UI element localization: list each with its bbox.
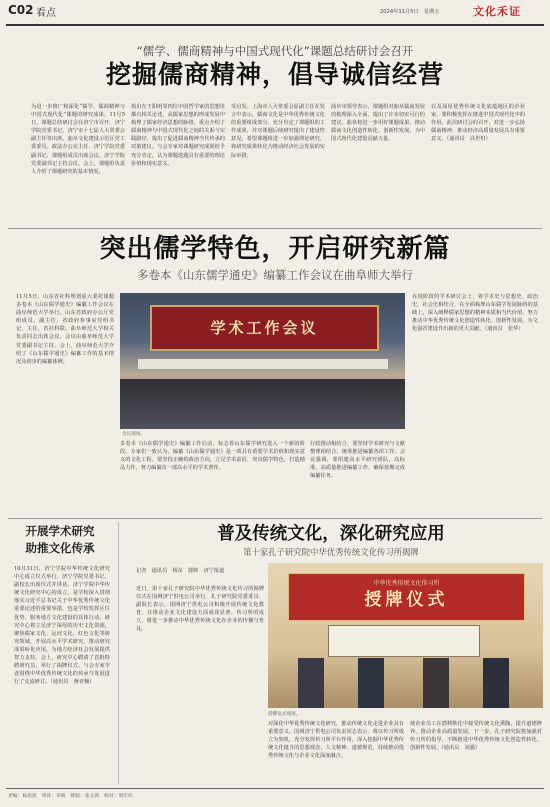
article2-column-2: 多卷本《山东儒学通史》编纂工作启动，标志着山东儒学研究进入一个新的阶段。专家们一致认为，编纂《山东儒学通史》是一项具有重要学术价值和现实意义的文化工程，要坚持正确的政治方向，立足学术前沿，突出儒学特色，打造精品力作，努力编纂出一部高水平的学术著作。: [120, 441, 305, 472]
footer-rule: [6, 788, 544, 789]
article1-title: 挖掘儒商精神，倡导诚信经营: [105, 60, 444, 89]
column-divider: [118, 522, 119, 784]
article2-column-1: 11月5日，山东省社科规划重大委托课题多卷本《山东儒学通史》编纂工作会议在曲阜师范大学举行。山东省政府办公厅党组成员、副主任，省政府参事室党组书记、主任，省社科联、曲阜师范大学相关负责同志出席会议。会议由曲阜师范大学党委副书记主持。会上，曲阜师范大学介绍了《山东儒学通史》编纂工作的基本情况及初步的编纂体例。: [16, 294, 114, 365]
newspaper-brand: 文化禾证: [473, 5, 521, 18]
page-footer: 责编：杨思思 审读：李萌 排版：张文新 校对：周宏伟: [8, 794, 133, 799]
article3-title-line2: 助推文化传承: [25, 541, 95, 555]
header-rule: [6, 24, 544, 26]
article4-column-1: 近日，第十家孔子研究院中华优秀传统文化传习所揭牌仪式在国网济宁供电公司举行。孔子研究院党委委员、副院长表示，国网济宁供电公司积极开展传统文化教育，在推动企业文化建设方面成效显著。传习所的成立，将进一步推动中华优秀传统文化在企业的传播与普及。: [136, 586, 264, 633]
ceremony-backdrop: [288, 573, 525, 621]
stage-backdrop: [150, 305, 379, 351]
article2-column-5: 在现阶段的学术研讨会上，将学术史与思想史、政治史、社会史相结合，在全面梳理山东儒学发展脉络的基础上，深入阐释儒家思想的精神实质和当代价值，努力推动中华优秀传统文化创造性转化、创新性发展，为文化强省建设作出新的更大贡献。（通讯员 张华）: [412, 294, 538, 333]
article4-credit: 记者 通讯员 杨东 郭帅 济宁报道: [136, 568, 225, 574]
person: [298, 658, 324, 708]
backdrop-subtext: 中华优秀传统文化传习所: [373, 580, 440, 587]
backdrop-text: 学术工作会议: [210, 319, 319, 337]
conference-photo: [120, 293, 405, 429]
issue-date: 2024年11月5日 星期五: [380, 9, 440, 15]
article4-title: 普及传统文化，深化研究应用: [217, 524, 445, 544]
section-name: 看点: [36, 8, 56, 19]
article3-body: 10月31日，济宁学院中华传统文化研究中心成立仪式举行。济宁学院党委书记、副校长出席仪式并讲话。济宁学院中华传统文化研究中心的成立，是学校深入贯彻落实习近平总书记关于中华优秀传统文化重要论述的重要举措，也是学校发挥区位优势、服务地方文化建设的具体行动。研究中心将立足济宁深厚的历史文化资源，聚焦儒家文化、运河文化、红色文化等研究领域，开展高水平学术研究，推动研究成果转化应用，为地方经济社会发展提供智力支持。会上，研究中心聘请了首批特聘研究员，举行了揭牌仪式。与会专家学者围绕中华优秀传统文化的传承与发展进行了交流研讨。（通讯员 蒋亚楠）: [14, 566, 110, 686]
article1-kicker: “儒学、儒商精神与中国式现代化”课题总结研讨会召开: [136, 44, 414, 58]
article2-column-4: 行政推动相结合，要坚持学术研究与文献整理相结合，统筹推进编纂各项工作。会议强调，要组建高水平研究团队，高标准、高质量推进编纂工作，确保按期完成编纂任务。: [310, 441, 405, 480]
article3-title: [14, 523, 106, 557]
article1-column-5: 以及深厚优秀传统文化底蕴地区的企业家，要积极发挥在推进中国式现代化中的作用。此次研讨会的召开，对进一步弘扬儒商精神、推动经济高质量发展具有重要意义。（通讯员 高世恒）: [431, 104, 525, 143]
article1-column-1: 为进一步推广和深化“儒学、儒商精神与中国式现代化”课题的研究成果，11月5日，课题总结研讨会在济宁市召开。济宁学院党委书记、济宁市十七届人大常委会副主任等出席。曲阜文化建设示范区党工委委员、政法办公室主任、济宁学院党委副书记、课题组成员出席会议。济宁学院党委副书记主持会议。会上，课题组负责人介绍了课题研究的基本情况，: [31, 104, 125, 175]
plaque-ceremony-photo: [268, 563, 543, 708]
article4-column-3: 使企业员工在潜移默化中接受传统文化熏陶，提升道德修养，推动企业高质量发展。下一步，孔子研究院将加强对传习所的指导，不断推进中华优秀传统文化创造性转化、创新性发展。（通讯员 刘强）: [410, 721, 542, 752]
article3-title-line1: 开展学术研究: [25, 524, 95, 538]
article1-column-2: 指出在王阳明等四位中国哲学家的思想里都有相关论述，从儒家思想的形成发展中梳理了儒家经济思想的脉络，重点介绍了儒商精神与中国式现代化之间的关系与实践路径，提出了促进儒商精神当代传承的对策建议。与会专家对课题研究成果给予充分肯定，认为课题选题具有重要的理论价值和现实意义。: [131, 104, 225, 167]
head-table: [138, 359, 388, 369]
audience: [120, 379, 405, 429]
article4-column-2: 对深化中华优秀传统文化研究，推动传统文化走进企业具有重要意义。国网济宁供电公司负责同志表示，将以传习所成立为契机，充分发挥传习所平台作用，深入挖掘中华优秀传统文化蕴含的思想观念、人文精神、道德规范，持续推动优秀传统文化与企业文化深度融合。: [268, 721, 404, 760]
backdrop-title: 授牌仪式: [364, 590, 449, 610]
page-number: C02: [8, 3, 34, 17]
article2-photo-caption: 会议现场。: [122, 432, 145, 437]
article1-column-3: 受启发。上海市人大常委会原副主任在发言中表示，儒商文化是中华优秀传统文化的重要组成部分，充分肯定了课题组的工作成果，并对课题后续研究提出了建设性意见，希望课题组进一步加强理论研究，将研究成果转化为推动经济社会发展的实际举措。: [231, 104, 325, 159]
divider: [8, 228, 542, 229]
plaque: [328, 625, 480, 657]
article2-subtitle: 多卷本《山东儒学通史》编纂工作会议在曲阜师大举行: [137, 268, 413, 282]
person: [358, 658, 384, 708]
article2-title: 突出儒学特色，开启研究新篇: [99, 234, 451, 264]
article1-column-4: 曲阜市领导表示，课题组对曲阜儒商发展的梳理深入全面，提出了许多切实可行的建议。曲阜将进一步用好课题成果，推动儒商文化创造性转化、创新性发展，为中国式现代化建设贡献力量。: [331, 104, 425, 143]
article4-subtitle: 第十家孔子研究院中华优秀传统文化传习所揭牌: [243, 547, 419, 557]
person: [483, 658, 509, 708]
divider: [8, 518, 542, 519]
article4-photo-caption: 授牌仪式现场。: [268, 712, 301, 717]
person: [423, 658, 449, 708]
